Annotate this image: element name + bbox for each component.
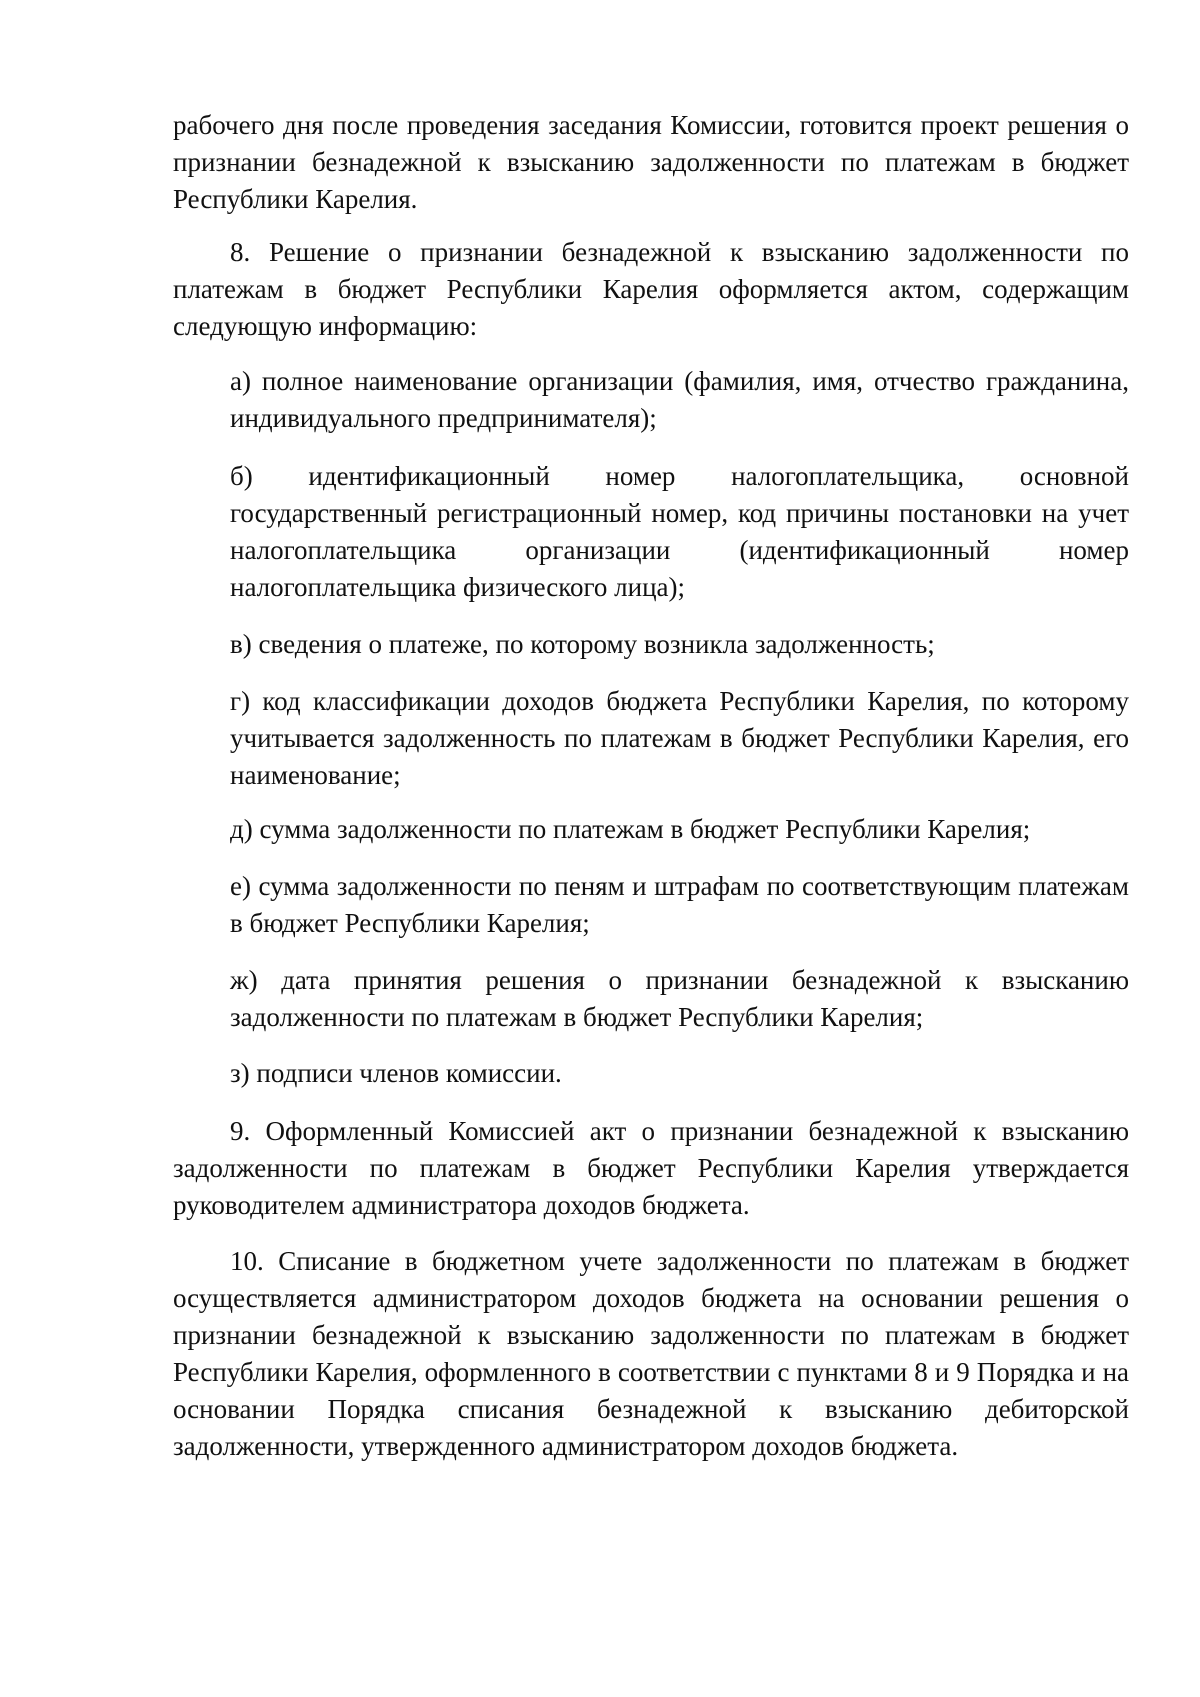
- subitem-z: з) подписи членов комиссии.: [230, 1058, 562, 1088]
- subitem-e: е) сумма задолженности по пеням и штрафам по соответствующим платежам в бюджет Республики Карелия;: [230, 871, 1129, 938]
- paragraph-item-8: 8. Решение о признании безнадежной к взысканию задолженности по платежам в бюджет Республики Карелия оформляется актом, содержащим следующую информацию:: [173, 237, 1129, 341]
- subitem-d: д) сумма задолженности по платежам в бюджет Республики Карелия;: [230, 814, 1031, 844]
- subitem-v: в) сведения о платеже, по которому возникла задолженность;: [230, 629, 935, 659]
- subitem-a: а) полное наименование организации (фамилия, имя, отчество гражданина, индивидуального предпринимателя);: [230, 366, 1129, 433]
- subitem-b: б) идентификационный номер налогоплательщика, основной государственный регистрационный номер, код причины постановки на учет налогоплательщика организации (идентификационный номер налогоплательщика физического лица);: [230, 461, 1129, 602]
- subitem-zh: ж) дата принятия решения о признании безнадежной к взысканию задолженности по платежам в бюджет Республики Карелия;: [230, 965, 1129, 1032]
- paragraph-intro-continuation: рабочего дня после проведения заседания Комиссии, готовится проект решения о признании безнадежной к взысканию задолженности по платежам в бюджет Республики Карелия.: [173, 110, 1129, 214]
- paragraph-item-9: 9. Оформленный Комиссией акт о признании безнадежной к взысканию задолженности по платежам в бюджет Республики Карелия утверждается руководителем администратора доходов бюджета.: [173, 1116, 1129, 1220]
- paragraph-item-10: 10. Списание в бюджетном учете задолженности по платежам в бюджет осуществляется администратором доходов бюджета на основании решения о признании безнадежной к взысканию задолженности по платежам в бюджет Республики Карелия, оформленного в соответствии с пунктами 8 и 9 Порядка и на основании Порядка списания безнадежной к взысканию дебиторской задолженности, утвержденного администратором доходов бюджета.: [173, 1246, 1129, 1461]
- subitem-g: г) код классификации доходов бюджета Республики Карелия, по которому учитывается задолженность по платежам в бюджет Республики Карелия, его наименование;: [230, 686, 1129, 790]
